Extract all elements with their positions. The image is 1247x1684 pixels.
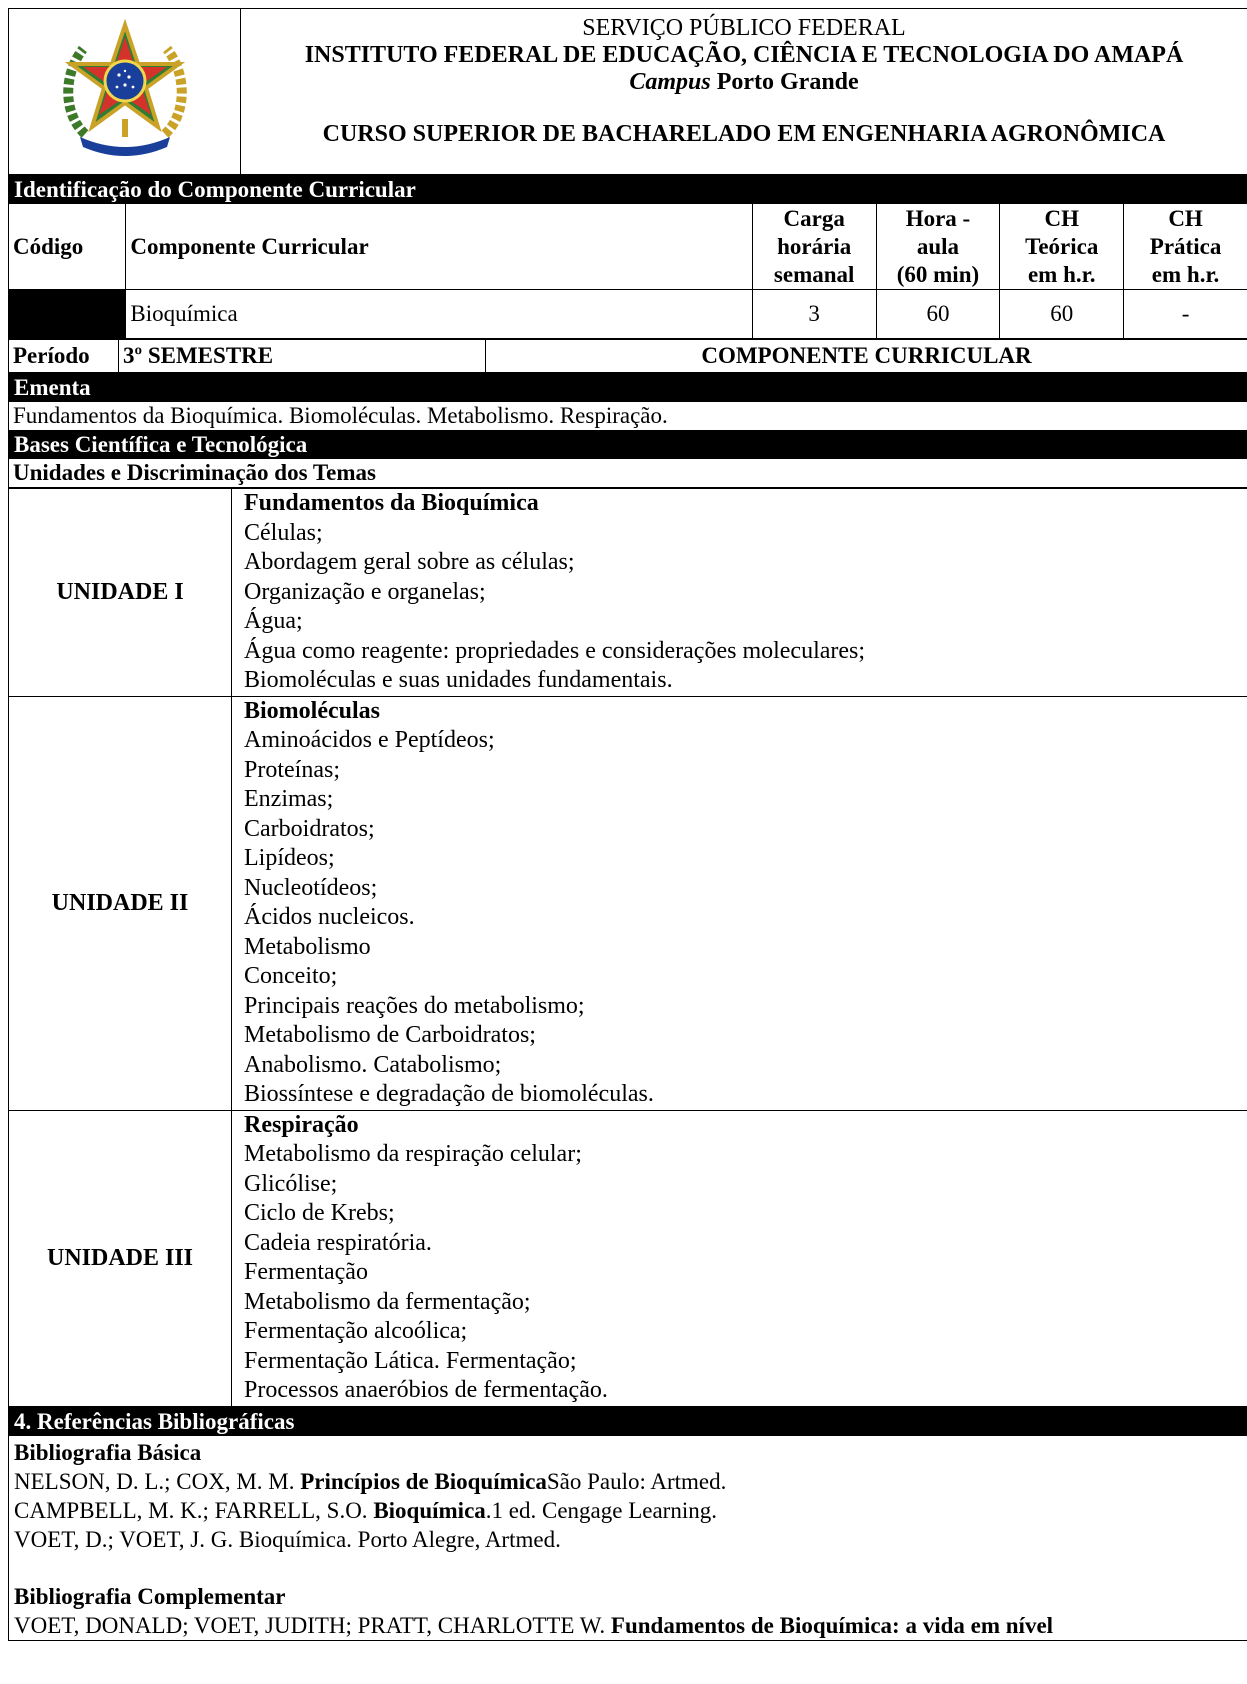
ref-title: Fundamentos de Bioquímica: a vida em nível — [610, 1612, 1054, 1638]
ementa-table — [8, 373, 1247, 488]
ementa-bar: Ementa — [9, 374, 1247, 402]
referencias-table — [8, 1407, 1247, 1641]
ref-title: Bioquímica — [373, 1497, 486, 1523]
hora-value: 60 — [876, 290, 1000, 339]
service-line: SERVIÇO PÚBLICO FEDERAL — [582, 15, 906, 41]
topic-item: Conceito; — [244, 963, 338, 989]
topic-item: Biomoléculas e suas unidades fundamentais. — [244, 667, 673, 693]
topic-item: Metabolismo — [244, 933, 371, 960]
topic-item: Processos anaeróbios de fermentação. — [244, 1377, 608, 1403]
topic-item: Fermentação alcoólica; — [244, 1318, 468, 1344]
topic-item: Cadeia respiratória. — [244, 1229, 432, 1256]
topic-item: Água como reagente: propriedades e considerações moleculares; — [244, 637, 866, 664]
col-teorica-l2: Teórica — [1025, 233, 1099, 259]
ref-title: Princípios de Bioquímica — [300, 1468, 547, 1494]
topic-item: Nucleotídeos; — [244, 874, 378, 901]
col-hora-l2: aula — [916, 233, 960, 259]
ementa-text: Fundamentos da Bioquímica. Biomoléculas. Metabolismo. Respiração. — [9, 402, 1247, 431]
col-carga-l2: horária — [777, 233, 852, 259]
identificacao-table — [8, 175, 1247, 339]
unidade-label: UNIDADE III — [9, 1110, 232, 1406]
col-pratica-l3: em h.r. — [1151, 261, 1220, 287]
unidade-label: UNIDADE II — [9, 696, 232, 1110]
teorica-value: 60 — [1000, 290, 1124, 339]
carga-value: 3 — [752, 290, 876, 339]
col-hora-l1: Hora - — [905, 205, 971, 231]
topic-item: Biossíntese e degradação de biomoléculas. — [244, 1081, 654, 1107]
campus-italic: Campus — [629, 69, 711, 95]
basica-title: Bibliografia Básica — [14, 1439, 202, 1465]
referencias-bar: 4. Referências Bibliográficas — [9, 1407, 1247, 1435]
topic-item: Metabolismo de Carboidratos; — [244, 1022, 536, 1048]
ref-text: NELSON, D. L.; COX, M. M. — [14, 1468, 301, 1494]
topic-item: Proteínas; — [244, 756, 340, 783]
col-teorica-l1: CH — [1044, 205, 1079, 231]
topic-item: Enzimas; — [244, 786, 334, 812]
ref-text: .1 ed. Cengage Learning. — [485, 1497, 717, 1523]
topic-item: Fermentação — [244, 1259, 368, 1285]
bases-bar: Bases Científica e Tecnológica — [9, 431, 1247, 459]
reference-entry — [14, 1467, 1242, 1496]
topic-item: Lipídeos; — [244, 845, 335, 871]
document-page — [8, 8, 1247, 1641]
unidade-topics — [232, 1110, 1247, 1406]
topic-item: Organização e organelas; — [244, 578, 486, 605]
reference-entry — [14, 1496, 1242, 1525]
topic-item: Fermentação Lática. Fermentação; — [244, 1347, 577, 1374]
unidade-title: Biomoléculas — [244, 697, 380, 724]
topic-item: Glicólise; — [244, 1170, 338, 1197]
unidade-title: Fundamentos da Bioquímica — [244, 490, 539, 516]
topic-item: Carboidratos; — [244, 815, 375, 842]
topic-item: Ácidos nucleicos. — [244, 904, 415, 930]
unidade-title: Respiração — [244, 1111, 359, 1138]
reference-entry — [14, 1525, 1242, 1554]
col-teorica-l3: em h.r. — [1027, 261, 1096, 287]
institute-name: INSTITUTO FEDERAL DE EDUCAÇÃO, CIÊNCIA E TECNOLOGIA DO AMAPÁ — [304, 42, 1184, 68]
document-header — [8, 8, 1247, 175]
unidades-subheader: Unidades e Discriminação dos Temas — [9, 459, 1247, 488]
unidade-row — [9, 1110, 1247, 1406]
col-pratica-l1: CH — [1168, 205, 1203, 231]
topic-item: Anabolismo. Catabolismo; — [244, 1051, 502, 1078]
componente-row — [9, 290, 1247, 339]
topic-item: Principais reações do metabolismo; — [244, 992, 585, 1019]
col-hora-l3: (60 min) — [896, 261, 980, 287]
unidade-topics — [232, 696, 1247, 1110]
ref-text: VOET, DONALD; VOET, JUDITH; PRATT, CHARLOTTE W. — [14, 1612, 611, 1638]
logo-cell — [9, 9, 241, 175]
topic-item: Células; — [244, 519, 323, 546]
topic-item: Metabolismo da respiração celular; — [244, 1141, 582, 1167]
spacer — [14, 1554, 1242, 1582]
periodo-table — [8, 339, 1247, 373]
topic-item: Aminoácidos e Peptídeos; — [244, 727, 495, 753]
course-title: CURSO SUPERIOR DE BACHARELADO EM ENGENHARIA AGRONÔMICA — [322, 121, 1166, 147]
header-text-cell — [241, 9, 1247, 175]
topic-item: Água; — [244, 608, 303, 634]
col-componente: Componente Curricular — [126, 204, 752, 290]
unidade-row — [9, 696, 1247, 1110]
ref-text: São Paulo: Artmed. — [546, 1468, 727, 1494]
unidade-topics — [232, 489, 1247, 697]
col-hora — [876, 204, 1000, 290]
referencias-body — [9, 1435, 1247, 1640]
ref-text: VOET, D.; VOET, J. G. Bioquímica. Porto Alegre, Artmed. — [14, 1526, 561, 1552]
reference-entry — [14, 1611, 1242, 1640]
unidades-table — [8, 488, 1247, 1407]
pratica-value: - — [1124, 290, 1247, 339]
brazil-coat-of-arms-icon — [55, 19, 195, 159]
campus-name: Porto Grande — [710, 69, 859, 95]
unidade-label: UNIDADE I — [9, 489, 232, 697]
ref-text: CAMPBELL, M. K.; FARRELL, S.O. — [14, 1497, 374, 1523]
col-teorica — [1000, 204, 1124, 290]
topic-item: Ciclo de Krebs; — [244, 1200, 395, 1226]
col-pratica — [1124, 204, 1247, 290]
topic-item: Metabolismo da fermentação; — [244, 1288, 531, 1315]
periodo-label: Período — [9, 340, 119, 373]
topic-item: Abordagem geral sobre as células; — [244, 549, 575, 575]
complementar-title: Bibliografia Complementar — [14, 1583, 286, 1609]
col-pratica-l2: Prática — [1149, 233, 1222, 259]
col-carga-l3: semanal — [773, 261, 855, 287]
periodo-tipo: COMPONENTE CURRICULAR — [486, 340, 1247, 373]
identificacao-bar: Identificação do Componente Curricular — [9, 176, 1247, 204]
componente-value: Bioquímica — [126, 290, 752, 339]
col-codigo: Código — [9, 204, 126, 290]
periodo-value: 3º SEMESTRE — [119, 340, 486, 373]
codigo-value — [9, 290, 126, 339]
unidade-row — [9, 489, 1247, 697]
col-carga-l1: Carga — [783, 205, 845, 231]
campus-line — [241, 69, 1247, 96]
col-carga — [752, 204, 876, 290]
